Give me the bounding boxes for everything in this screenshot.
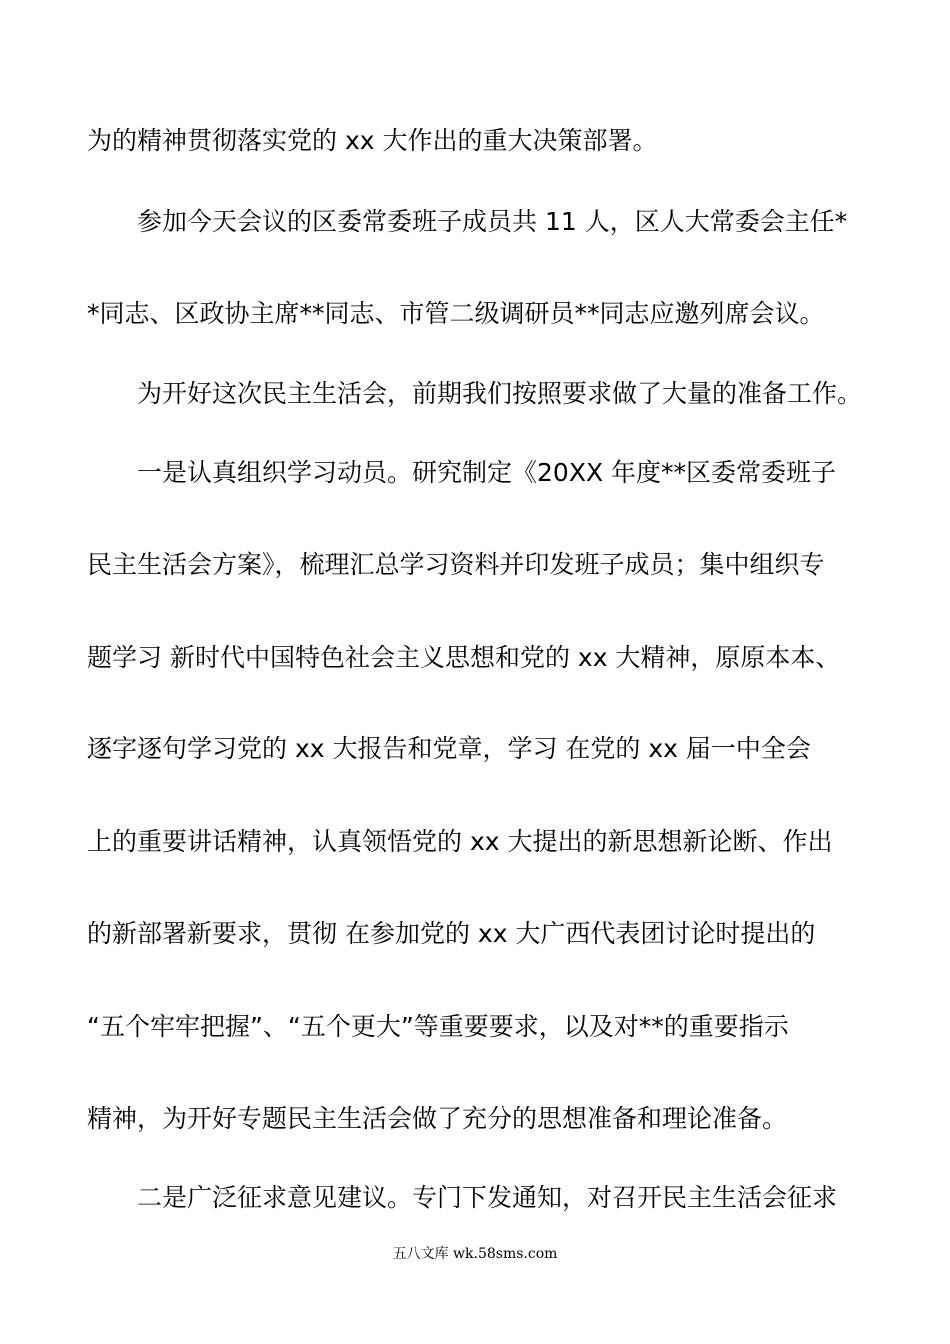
text-line-11: “五个牢牢把握”、“五个更大”等重要要求，以及对**的重要指示 bbox=[87, 1012, 789, 1041]
text-line-2: 参加今天会议的区委常委班子成员共 11 人，区人大常委会主任* bbox=[137, 207, 848, 236]
text-line-12: 精神，为开好专题民主生活会做了充分的思想准备和理论准备。 bbox=[87, 1104, 788, 1133]
text-line-13: 二是广泛征求意见建议。专门下发通知，对召开民主生活会征求 bbox=[137, 1183, 838, 1212]
text-line-7: 题学习 新时代中国特色社会主义思想和党的 xx 大精神，原原本本、 bbox=[87, 643, 841, 672]
text-line-3: *同志、区政协主席**同志、市管二级调研员**同志应邀列席会议。 bbox=[87, 299, 825, 328]
text-line-5: 一是认真组织学习动员。研究制定《20XX 年度**区委常委班子 bbox=[137, 458, 837, 487]
text-line-9: 上的重要讲话精神，认真领悟党的 xx 大提出的新思想新论断、作出 bbox=[87, 827, 833, 856]
text-line-6: 民主生活会方案》，梳理汇总学习资料并印发班子成员；集中组织专 bbox=[87, 550, 825, 579]
footer-watermark: 五八文库 wk.58sms.com bbox=[392, 1246, 558, 1262]
text-line-4: 为开好这次民主生活会，前期我们按照要求做了大量的准备工作。 bbox=[137, 379, 863, 408]
text-line-8: 逐字逐句学习党的 xx 大报告和党章，学习 在党的 xx 届一中全会 bbox=[87, 734, 811, 763]
text-line-1: 为的精神贯彻落实党的 xx 大作出的重大决策部署。 bbox=[87, 126, 658, 155]
text-line-10: 的新部署新要求，贯彻 在参加党的 xx 大广西代表团讨论时提出的 bbox=[87, 919, 816, 948]
